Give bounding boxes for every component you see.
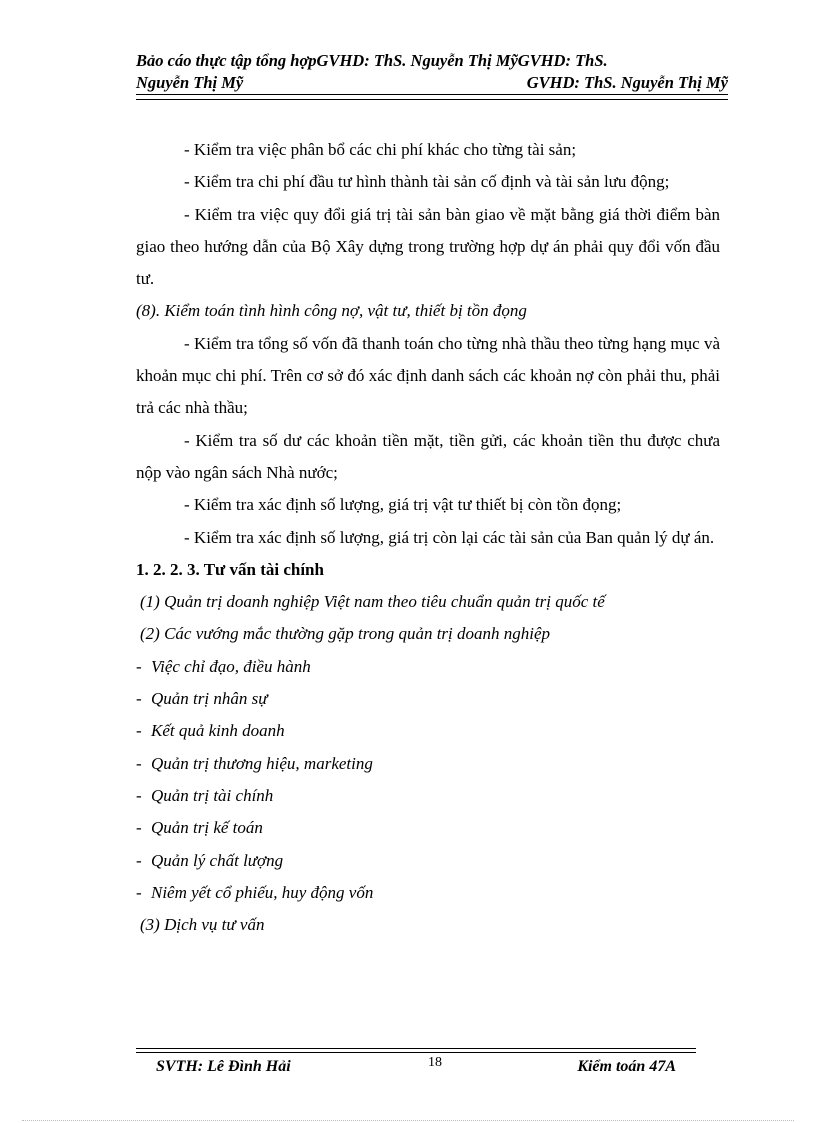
list-item-3: (3) Dịch vụ tư vấn	[140, 915, 265, 935]
footer-class: Kiểm toán 47A	[577, 1058, 676, 1075]
bullet-item: - Việc chỉ đạo, điều hành	[136, 656, 311, 676]
bullet-text: Kết quả kinh doanh	[151, 721, 285, 741]
list-item-1: (1) Quản trị doanh nghiệp Việt nam theo tiêu chuẩn quản trị quốc tế	[140, 592, 605, 612]
header-double-rule	[136, 94, 728, 100]
header-line-1: Bảo cáo thực tập tổng hợpGVHD: ThS. Nguyễn Thị MỹGVHD: ThS.	[136, 51, 608, 70]
footer-double-rule	[136, 1048, 696, 1053]
bullet-text: Niêm yết cổ phiếu, huy động vốn	[151, 882, 374, 902]
bullet-text: Quản trị thương hiệu, marketing	[151, 753, 373, 773]
bullet-text: Quản lý chất lượng	[151, 850, 284, 870]
list-item-2: (2) Các vướng mắc thường gặp trong quản trị doanh nghiệp	[140, 624, 551, 644]
page-header	[136, 50, 728, 94]
bullet-item: - Quản trị thương hiệu, marketing	[136, 753, 373, 773]
bullet-item: - Quản trị nhân sự	[136, 689, 268, 709]
bullet-item: - Kết quả kinh doanh	[136, 721, 285, 741]
header-author: Nguyễn Thị Mỹ	[136, 73, 244, 92]
section-heading: 1. 2. 2. 3. Tư vấn tài chính	[136, 559, 324, 579]
bullet-text: Quản trị kế toán	[151, 818, 263, 838]
bullet-item: - Niêm yết cổ phiếu, huy động vốn	[136, 882, 374, 902]
bullet-item: - Quản trị kế toán	[136, 818, 263, 838]
bullet-text: Quản trị tài chính	[151, 785, 274, 805]
bullet-item: - Quản trị tài chính	[136, 785, 274, 805]
page-body	[136, 134, 720, 941]
header-supervisor: GVHD: ThS. Nguyễn Thị Mỹ	[526, 73, 728, 92]
page-footer	[156, 1054, 676, 1078]
page-number: 18	[428, 1055, 442, 1070]
paragraph-7: - Kiểm tra xác định số lượng, giá trị còn lại các tài sản của Ban quản lý dự án.	[184, 527, 715, 547]
section-8-title: (8). Kiểm toán tình hình công nợ, vật tư, thiết bị tồn đọng	[136, 301, 527, 321]
paragraph-1: - Kiểm tra việc phân bổ các chi phí khác cho từng tài sản;	[184, 140, 577, 159]
paragraph-4: - Kiểm tra tổng số vốn đã thanh toán cho từng nhà thầu theo từng hạng mục và khoản mục chi phí. Trên cơ sở đó xác định danh sách các khoản nợ còn phải thu, phải trả các nhà thầu;	[136, 333, 720, 418]
bullet-text: Việc chỉ đạo, điều hành	[151, 656, 311, 676]
footer-student: SVTH: Lê Đình Hải	[156, 1058, 291, 1075]
paragraph-5: - Kiểm tra số dư các khoản tiền mặt, tiền gửi, các khoản tiền thu được chưa nộp vào ngân sách Nhà nước;	[136, 430, 720, 482]
bullet-item: - Quản lý chất lượng	[136, 850, 284, 870]
page-bottom-divider	[22, 1120, 794, 1121]
paragraph-6: - Kiểm tra xác định số lượng, giá trị vật tư thiết bị còn tồn đọng;	[184, 495, 622, 515]
header-line-2	[136, 72, 728, 94]
paragraph-2: - Kiểm tra chi phí đầu tư hình thành tài sản cố định và tài sản lưu động;	[184, 172, 670, 192]
paragraph-3: - Kiểm tra việc quy đổi giá trị tài sản bàn giao về mặt bằng giá thời điểm bàn giao theo hướng dẫn của Bộ Xây dựng trong trường hợp dự án phải quy đổi vốn đầu tư.	[136, 204, 720, 289]
bullet-text: Quản trị nhân sự	[151, 689, 268, 709]
